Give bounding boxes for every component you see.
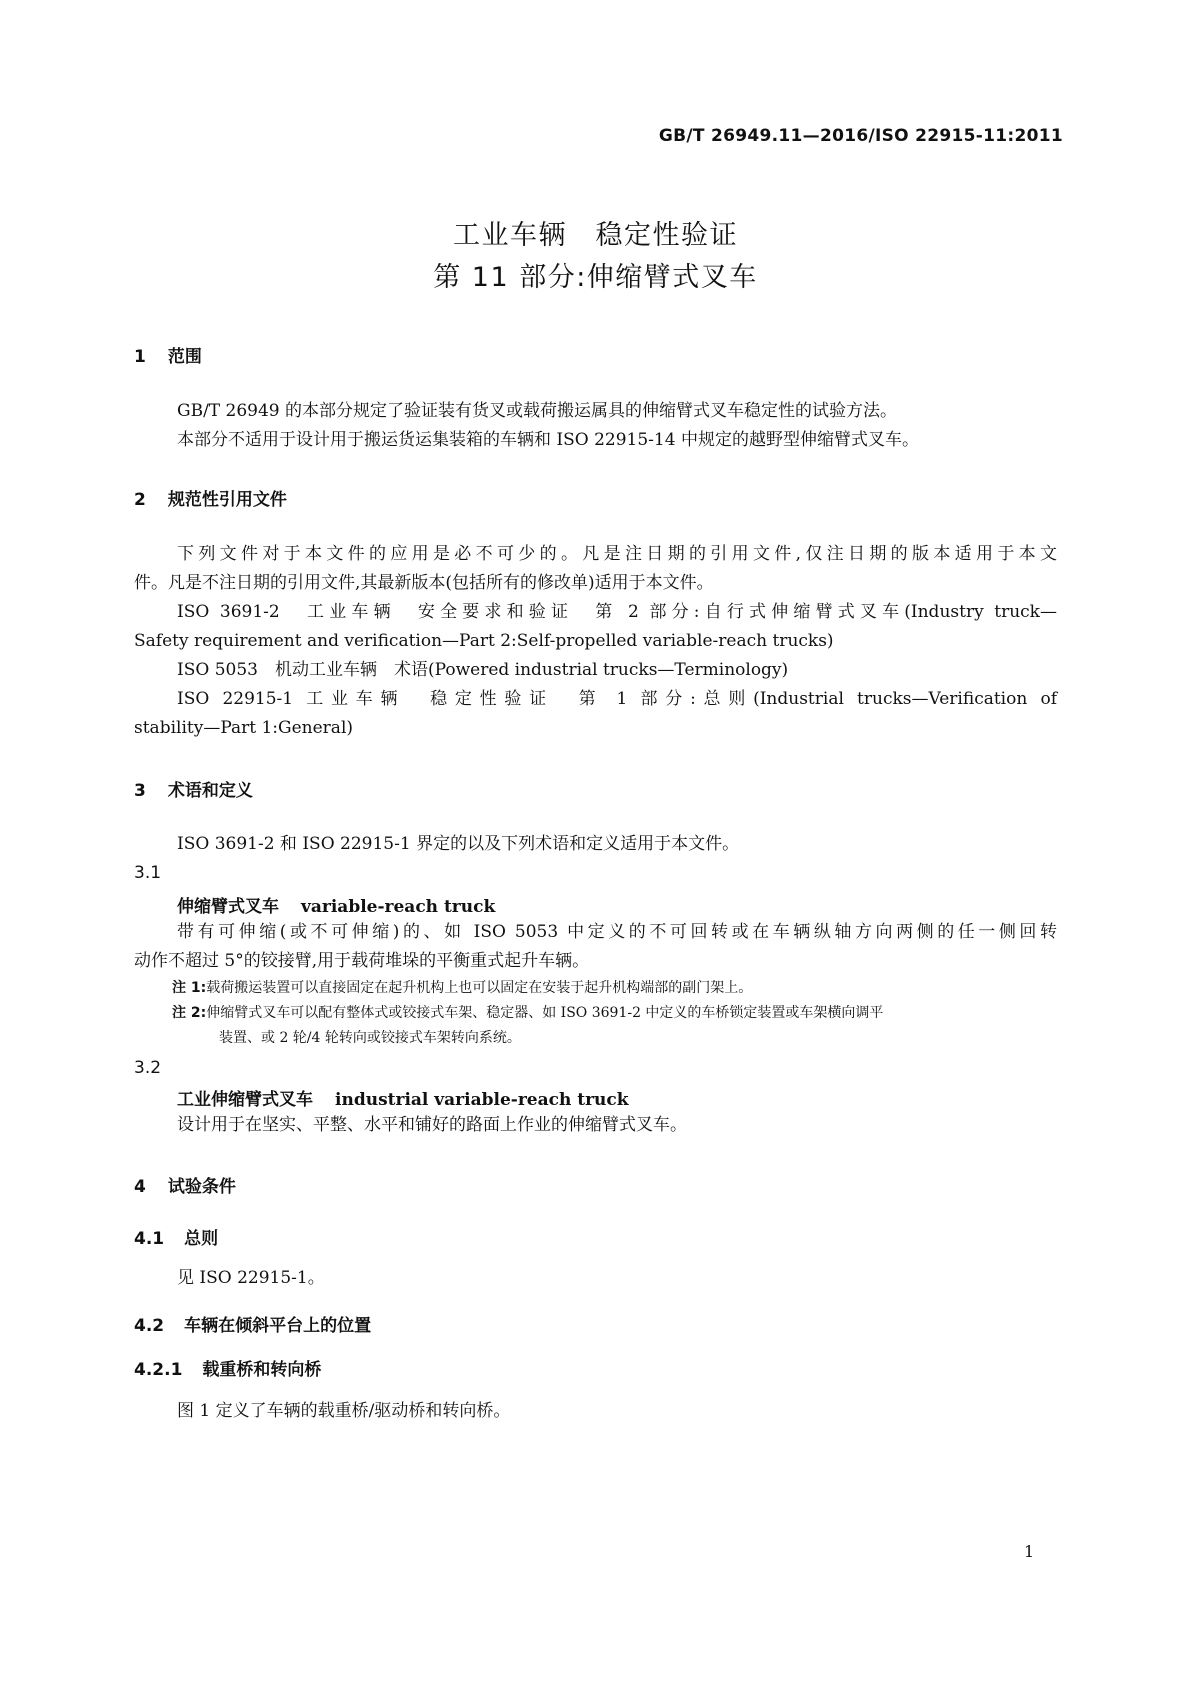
section-number: 4.1 bbox=[134, 1229, 165, 1249]
reference-2: ISO 5053 机动工业车辆 术语(Powered industrial trucks—Terminology) bbox=[177, 660, 789, 680]
section-title: 载重桥和转向桥 bbox=[202, 1360, 322, 1380]
reference-1-line-1: ISO 3691-2 工业车辆 安全要求和验证 第 2 部分:自行式伸缩臂式叉车(Industry truck— bbox=[177, 602, 1057, 622]
definition: 设计用于在坚实、平整、水平和铺好的路面上作业的伸缩臂式叉车。 bbox=[177, 1115, 687, 1135]
reference-3-line-2: stability—Part 1:General) bbox=[134, 718, 354, 738]
reference-1-line-2: Safety requirement and verification—Part 2:Self-propelled variable-reach trucks) bbox=[134, 631, 834, 651]
term-3-2 bbox=[177, 1085, 629, 1110]
paragraph-line: 件。凡是不注日期的引用文件,其最新版本(包括所有的修改单)适用于本文件。 bbox=[134, 573, 714, 593]
section-number: 2 bbox=[134, 490, 146, 510]
section-number: 4 bbox=[134, 1177, 146, 1197]
title-line-2: 第 11 部分:伸缩臂式叉车 bbox=[433, 262, 758, 293]
term-3-1 bbox=[177, 892, 495, 917]
definition-line-1: 带有可伸缩(或不可伸缩)的、如 ISO 5053 中定义的不可回转或在车辆纵轴方向两侧的任一侧回转 bbox=[177, 922, 1057, 942]
title-line-1: 工业车辆 稳定性验证 bbox=[453, 220, 738, 251]
section-title: 范围 bbox=[167, 347, 202, 367]
section-4-1-heading bbox=[134, 1224, 218, 1249]
note-label: 注 2: bbox=[172, 1005, 207, 1021]
note-text: 载荷搬运装置可以直接固定在起升机构上也可以固定在安装于起升机构端部的副门架上。 bbox=[206, 980, 753, 996]
section-2-heading bbox=[134, 485, 287, 510]
term-zh: 工业伸缩臂式叉车 bbox=[177, 1090, 313, 1110]
note-text: 伸缩臂式叉车可以配有整体式或铰接式车架、稳定器、如 ISO 3691-2 中定义的车桥锁定装置或车架横向调平 bbox=[206, 1005, 884, 1021]
term-number-3-2: 3.2 bbox=[134, 1058, 162, 1078]
note-2-line-1 bbox=[172, 1001, 1057, 1025]
note-2-line-2: 装置、或 2 轮/4 轮转向或铰接式车架转向系统。 bbox=[219, 1030, 521, 1046]
section-title: 规范性引用文件 bbox=[167, 490, 287, 510]
section-4-heading bbox=[134, 1172, 236, 1197]
paragraph: 见 ISO 22915-1。 bbox=[177, 1268, 325, 1288]
paragraph: 图 1 定义了车辆的载重桥/驱动桥和转向桥。 bbox=[177, 1401, 511, 1421]
term-number-3-1: 3.1 bbox=[134, 863, 162, 883]
term-en: industrial variable-reach truck bbox=[335, 1090, 629, 1110]
paragraph: 本部分不适用于设计用于搬运货运集装箱的车辆和 ISO 22915-14 中规定的越野型伸缩臂式叉车。 bbox=[177, 430, 919, 450]
section-4-2-1-heading bbox=[134, 1355, 321, 1380]
section-title: 总则 bbox=[184, 1229, 219, 1249]
section-title: 试验条件 bbox=[167, 1177, 236, 1197]
section-title: 术语和定义 bbox=[167, 781, 253, 801]
section-3-heading bbox=[134, 776, 253, 801]
reference-3-line-1: ISO 22915-1 工业车辆 稳定性验证 第 1 部分:总则(Industrial trucks—Verification of bbox=[177, 689, 1057, 709]
section-number: 1 bbox=[134, 347, 146, 367]
section-1-heading bbox=[134, 342, 202, 367]
note-label: 注 1: bbox=[172, 980, 207, 996]
section-number: 3 bbox=[134, 781, 146, 801]
section-title: 车辆在倾斜平台上的位置 bbox=[184, 1316, 372, 1336]
term-en: variable-reach truck bbox=[301, 897, 496, 917]
term-zh: 伸缩臂式叉车 bbox=[177, 897, 279, 917]
paragraph: ISO 3691-2 和 ISO 22915-1 界定的以及下列术语和定义适用于本文件。 bbox=[177, 834, 740, 854]
paragraph: GB/T 26949 的本部分规定了验证装有货叉或载荷搬运属具的伸缩臂式叉车稳定性的试验方法。 bbox=[177, 401, 898, 421]
definition-line-2: 动作不超过 5°的铰接臂,用于载荷堆垛的平衡重式起升车辆。 bbox=[134, 951, 590, 971]
standard-code: GB/T 26949.11—2016/ISO 22915-11:2011 bbox=[658, 126, 1063, 146]
section-4-2-heading bbox=[134, 1311, 371, 1336]
section-number: 4.2.1 bbox=[134, 1360, 183, 1380]
section-number: 4.2 bbox=[134, 1316, 165, 1336]
paragraph-line: 下列文件对于本文件的应用是必不可少的。凡是注日期的引用文件,仅注日期的版本适用于本文 bbox=[177, 544, 1057, 564]
page-number: 1 bbox=[1024, 1542, 1035, 1561]
note-1 bbox=[172, 976, 1057, 1000]
